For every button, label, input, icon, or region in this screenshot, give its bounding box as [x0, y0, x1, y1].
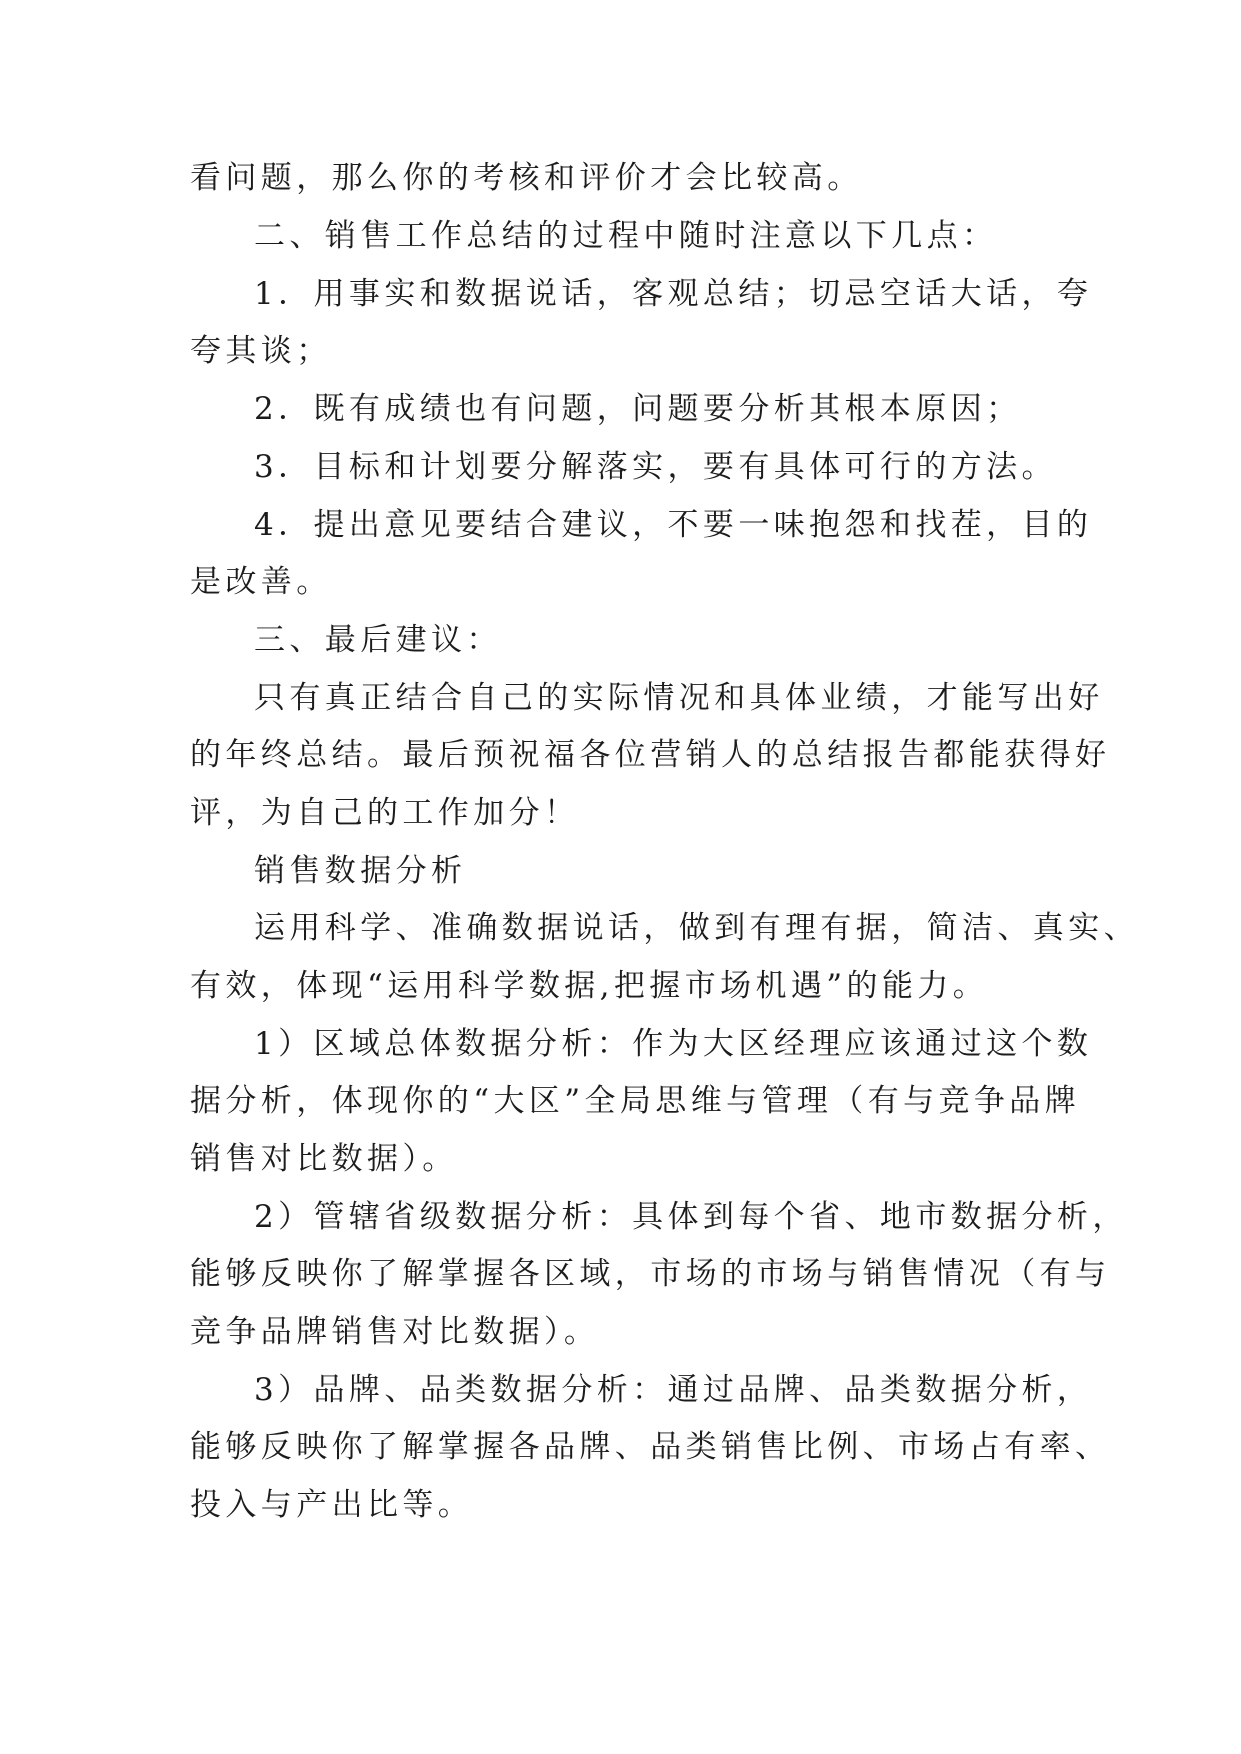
list-item: 2．既有成绩也有问题，问题要分析其根本原因；	[254, 391, 1022, 427]
list-item: 4．提出意见要结合建议，不要一味抱怨和找茬，目的	[254, 507, 1093, 543]
list-item: 1）区域总体数据分析：作为大区经理应该通过这个数	[254, 1026, 1093, 1062]
list-item: 2）管辖省级数据分析：具体到每个省、地市数据分析，	[254, 1199, 1128, 1235]
text-line: 销售对比数据）。	[190, 1141, 458, 1177]
list-item: 3）品牌、品类数据分析：通过品牌、品类数据分析，	[254, 1372, 1093, 1408]
text-line: 能够反映你了解掌握各区域，市场的市场与销售情况（有与	[190, 1256, 1111, 1292]
list-item: 3．目标和计划要分解落实，要有具体可行的方法。	[254, 449, 1057, 485]
section-heading: 销售数据分析	[254, 853, 467, 889]
section-heading: 三、最后建议：	[254, 622, 502, 658]
text-line: 夸其谈；	[190, 333, 332, 369]
text-line: 的年终总结。最后预祝福各位营销人的总结报告都能获得好	[190, 737, 1111, 773]
text-line: 有效，体现“运用科学数据,把握市场机遇”的能力。	[190, 968, 989, 1004]
text-line: 能够反映你了解掌握各品牌、品类销售比例、市场占有率、	[190, 1429, 1111, 1465]
paragraph-line: 只有真正结合自己的实际情况和具体业绩，才能写出好	[254, 680, 1104, 716]
text-line: 评，为自己的工作加分！	[190, 795, 580, 831]
text-line: 看问题，那么你的考核和评价才会比较高。	[190, 160, 863, 196]
paragraph-line: 运用科学、准确数据说话，做到有理有据，简洁、真实、	[254, 910, 1139, 946]
text-line: 投入与产出比等。	[190, 1487, 474, 1523]
text-line: 据分析，体现你的“大区”全局思维与管理（有与竞争品牌	[190, 1083, 1081, 1119]
text-line: 是改善。	[190, 564, 332, 600]
list-item: 1．用事实和数据说话，客观总结；切忌空话大话，夸	[254, 276, 1093, 312]
text-line: 竞争品牌销售对比数据）。	[190, 1314, 600, 1350]
section-heading: 二、销售工作总结的过程中随时注意以下几点：	[254, 218, 998, 254]
